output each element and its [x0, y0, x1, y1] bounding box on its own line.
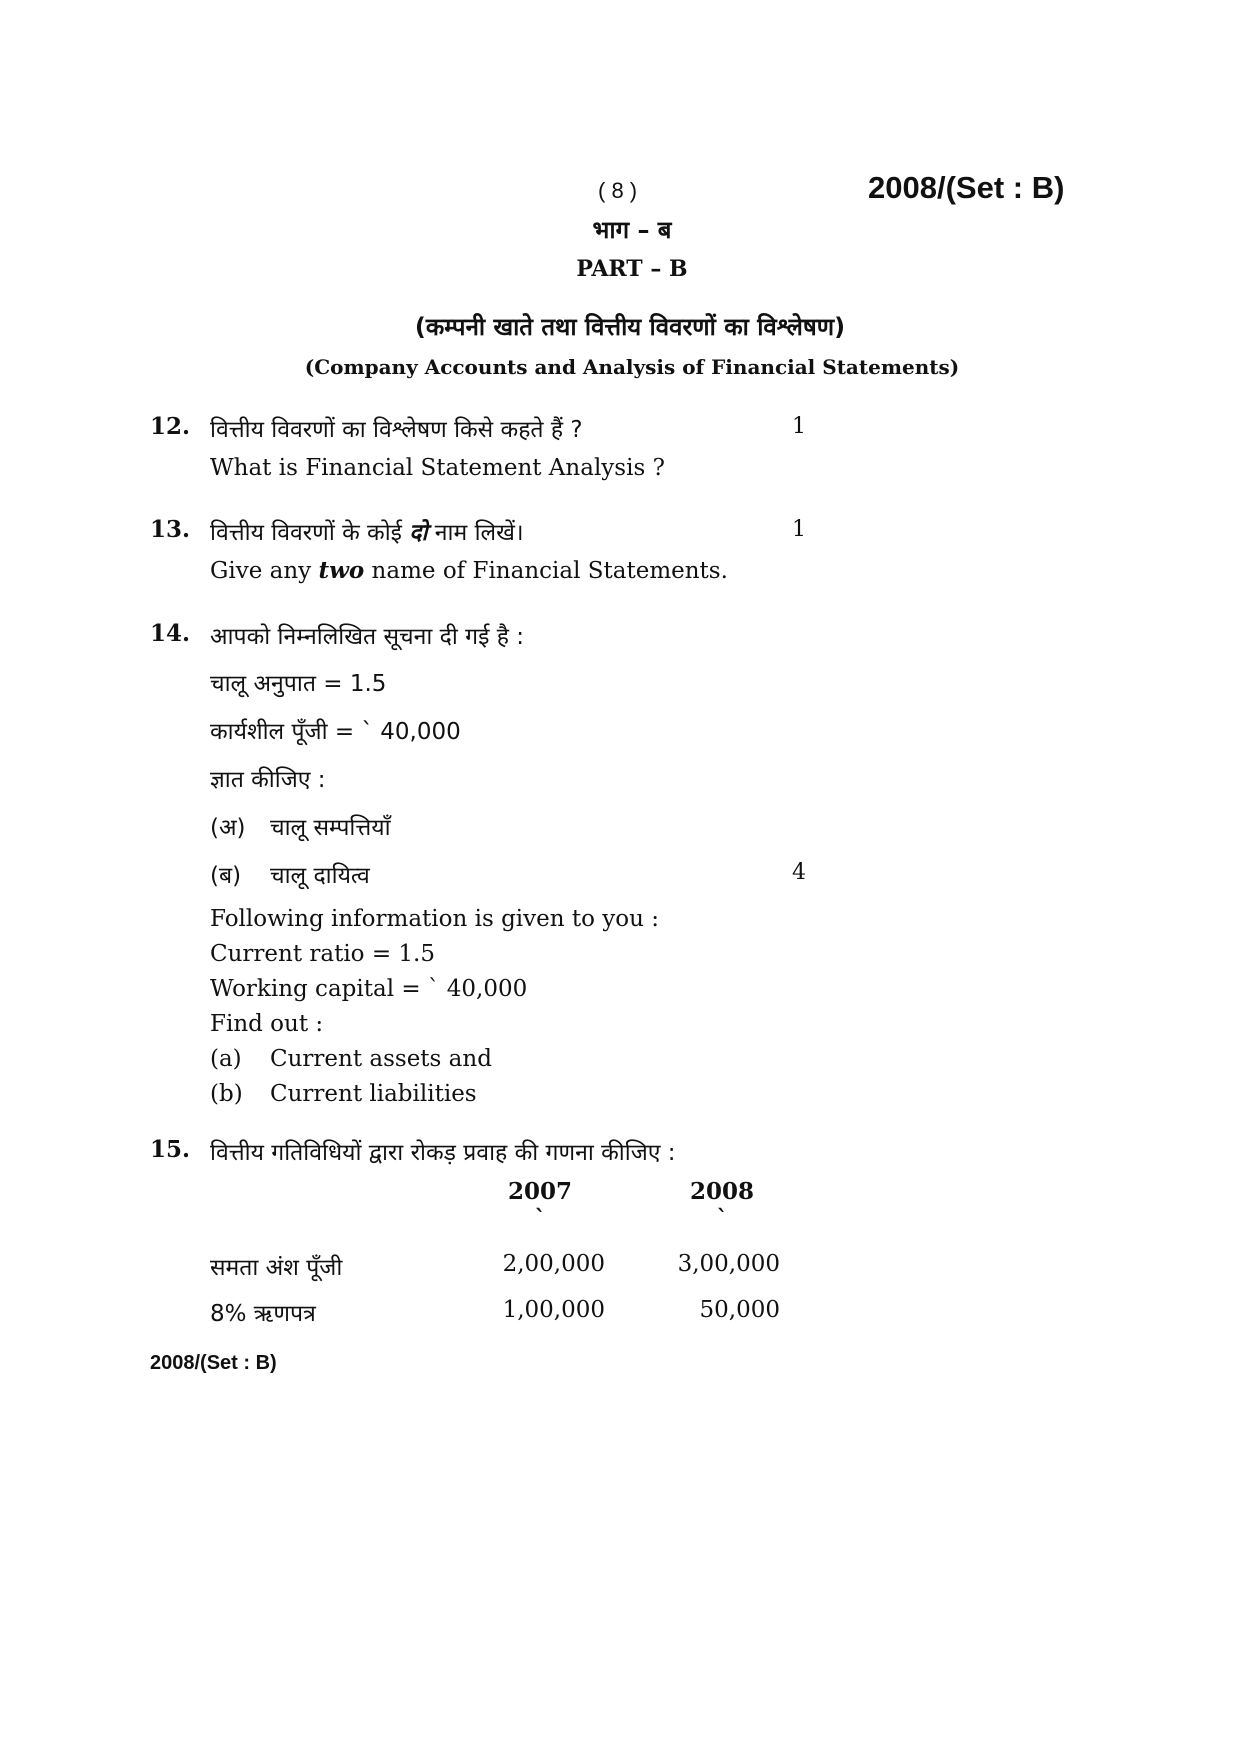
- question-13-hindi-text-end: नाम लिखें।: [427, 520, 524, 546]
- table-cell-2008: 50,000: [699, 1297, 780, 1323]
- question-14-english-a-label: (a): [210, 1046, 242, 1072]
- part-heading-english: PART – B: [576, 256, 688, 282]
- set-code-footer: 2008/(Set : B): [150, 1352, 277, 1374]
- question-13-english-text-start: Give any: [210, 558, 319, 584]
- question-13-hindi-text-start: वित्तीय विवरणों के कोई: [210, 520, 410, 546]
- question-14-hindi-find: ज्ञात कीजिए :: [210, 767, 326, 793]
- table-cell-2007: 1,00,000: [502, 1297, 605, 1323]
- page-number: ( 8 ): [598, 178, 638, 203]
- question-14-hindi-line2: कार्यशील पूँजी = ` 40,000: [210, 719, 461, 745]
- question-13-english: [210, 557, 728, 584]
- question-14-english-find: Find out :: [210, 1011, 324, 1037]
- question-14-hindi-line1: चालू अनुपात = 1.5: [210, 671, 387, 697]
- question-number-15: 15.: [150, 1136, 191, 1163]
- table-row-label: 8% ऋणपत्र: [210, 1301, 316, 1327]
- currency-mark-2008: `: [716, 1206, 728, 1232]
- question-number-13: 13.: [150, 516, 191, 543]
- question-14-english-intro: Following information is given to you :: [210, 906, 660, 932]
- question-13-english-emphasis: two: [318, 557, 365, 584]
- question-14-english-b-label: (b): [210, 1081, 243, 1107]
- question-13-marks: 1: [792, 517, 806, 542]
- question-14-hindi-intro: आपको निम्नलिखित सूचना दी गई है :: [210, 624, 524, 650]
- question-14-hindi-a: चालू सम्पत्तियाँ: [270, 815, 391, 841]
- table-cell-2008: 3,00,000: [677, 1251, 780, 1277]
- table-cell-2007: 2,00,000: [502, 1251, 605, 1277]
- question-number-14: 14.: [150, 620, 191, 647]
- question-14-english-line2: Working capital = ` 40,000: [210, 976, 528, 1002]
- question-13-hindi-emphasis: दो: [409, 520, 428, 546]
- part-subtitle-english: (Company Accounts and Analysis of Financial Statements): [304, 355, 960, 379]
- question-14-hindi-a-label: (अ): [210, 815, 246, 841]
- question-13-hindi: [210, 515, 524, 547]
- question-14-english-b: Current liabilities: [270, 1081, 477, 1107]
- question-14-english-a: Current assets and: [270, 1046, 492, 1072]
- question-13-english-text-end: name of Financial Statements.: [364, 558, 728, 584]
- table-row-label: समता अंश पूँजी: [210, 1255, 343, 1281]
- part-heading-hindi: भाग – ब: [592, 216, 672, 244]
- question-12-marks: 1: [792, 414, 806, 439]
- question-15-hindi: वित्तीय गतिविधियों द्वारा रोकड़ प्रवाह की गणना कीजिए :: [210, 1140, 676, 1166]
- question-12-hindi: वित्तीय विवरणों का विश्लेषण किसे कहते हैं ?: [210, 417, 583, 443]
- question-14-hindi-b: चालू दायित्व: [270, 863, 370, 889]
- table-header-year-2007: 2007: [507, 1178, 572, 1205]
- part-subtitle-hindi: (कम्पनी खाते तथा वित्तीय विवरणों का विश्लेषण): [414, 313, 846, 341]
- currency-mark-2007: `: [534, 1206, 546, 1232]
- question-12-english: What is Financial Statement Analysis ?: [210, 455, 665, 481]
- set-code-header: 2008/(Set : B): [868, 170, 1065, 205]
- table-header-year-2008: 2008: [689, 1178, 754, 1205]
- question-number-12: 12.: [150, 413, 191, 440]
- question-14-marks: 4: [792, 860, 806, 885]
- question-14-hindi-b-label: (ब): [210, 863, 242, 889]
- question-14-english-line1: Current ratio = 1.5: [210, 941, 436, 967]
